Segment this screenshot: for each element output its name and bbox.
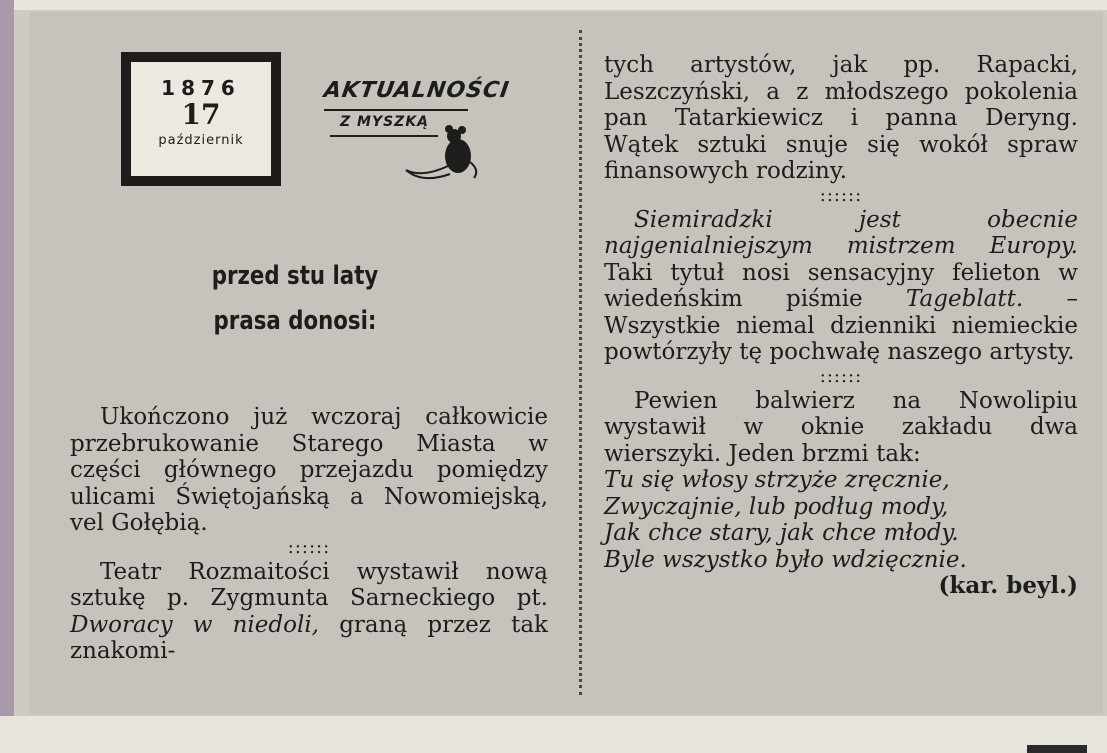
- play-title: Dworacy w niedoli,: [70, 611, 319, 638]
- headline-line-1: przed stu laty: [211, 261, 379, 291]
- news-item-theatre-continued: tych artystów, jak pp. Rapacki, Leszczyński, a z młodszego pokolenia pan Tatarkiewicz i panna Deryng. Wątek sztuki snuje się wokół spraw finansowych rodziny.: [604, 52, 1078, 184]
- right-column: [604, 52, 1078, 600]
- poem-line: Jak chce stary, jak chce młody.: [604, 520, 959, 546]
- separator: ::::::: [287, 536, 331, 558]
- page-edge-top: [14, 0, 1107, 10]
- logo-subtitle: Z MYSZKĄ: [340, 114, 430, 130]
- newspaper-name: Tageblatt.: [906, 286, 1024, 312]
- column-logo: [318, 70, 512, 190]
- calendar-sheet: [131, 62, 271, 176]
- news-item-siemiradzki: [604, 207, 1078, 366]
- date-year: 1876: [161, 76, 241, 100]
- barber-poem: [604, 467, 1078, 573]
- news-item-theatre: [70, 559, 548, 665]
- author-signature: (kar. beyl.): [938, 572, 1078, 599]
- separator: ::::::: [819, 365, 863, 387]
- calendar-date-box: [121, 52, 281, 186]
- logo-title: AKTUALNOŚCI: [322, 78, 512, 103]
- page-edge-left: [0, 0, 14, 753]
- poem-line: Tu się włosy strzyże zręcznie,: [604, 467, 950, 493]
- page-edge-bottom: [0, 716, 1107, 753]
- left-column: [70, 404, 548, 665]
- headline-line-2: prasa donosi:: [213, 306, 377, 336]
- page-number-fragment: [1027, 745, 1087, 753]
- siemiradzki-text-1: Taki tytuł nosi sensacyjny felieton w wiedeńskim piśmie: [604, 259, 1078, 312]
- section-headline: [197, 254, 394, 344]
- theatre-intro: Teatr Rozmaitości wystawił nową sztukę p. Zygmunta Sarneckiego pt.: [70, 558, 548, 611]
- siemiradzki-text-2: – Wszystkie niemal dzienniki niemieckie powtórzyły tę pochwałę naszego artysty.: [604, 286, 1079, 365]
- separator: ::::::: [819, 184, 863, 206]
- poem-line: Byle wszystko było wdzięcznie.: [604, 546, 967, 573]
- news-item-barber: Pewien balwierz na Nowolipiu wystawił w oknie zakładu dwa wierszyki. Jeden brzmi tak:: [604, 387, 1078, 467]
- poem-line: Zwyczajnie, lub podług mody,: [604, 493, 949, 520]
- news-item-paving: Ukończono już wczoraj całkowicie przebrukowanie Starego Miasta w części głównego przejazdu pomiędzy ulicami Świętojańską a Nowomiejską, vel Gołębią.: [70, 404, 548, 536]
- theatre-rest: graną przez tak znakomi-: [70, 611, 548, 664]
- siemiradzki-headline: Siemiradzki jest obecnie najgenialniejszym mistrzem Europy.: [604, 206, 1078, 259]
- date-day: 17: [181, 98, 221, 131]
- date-month: październik: [158, 133, 244, 148]
- column-divider: [579, 30, 582, 695]
